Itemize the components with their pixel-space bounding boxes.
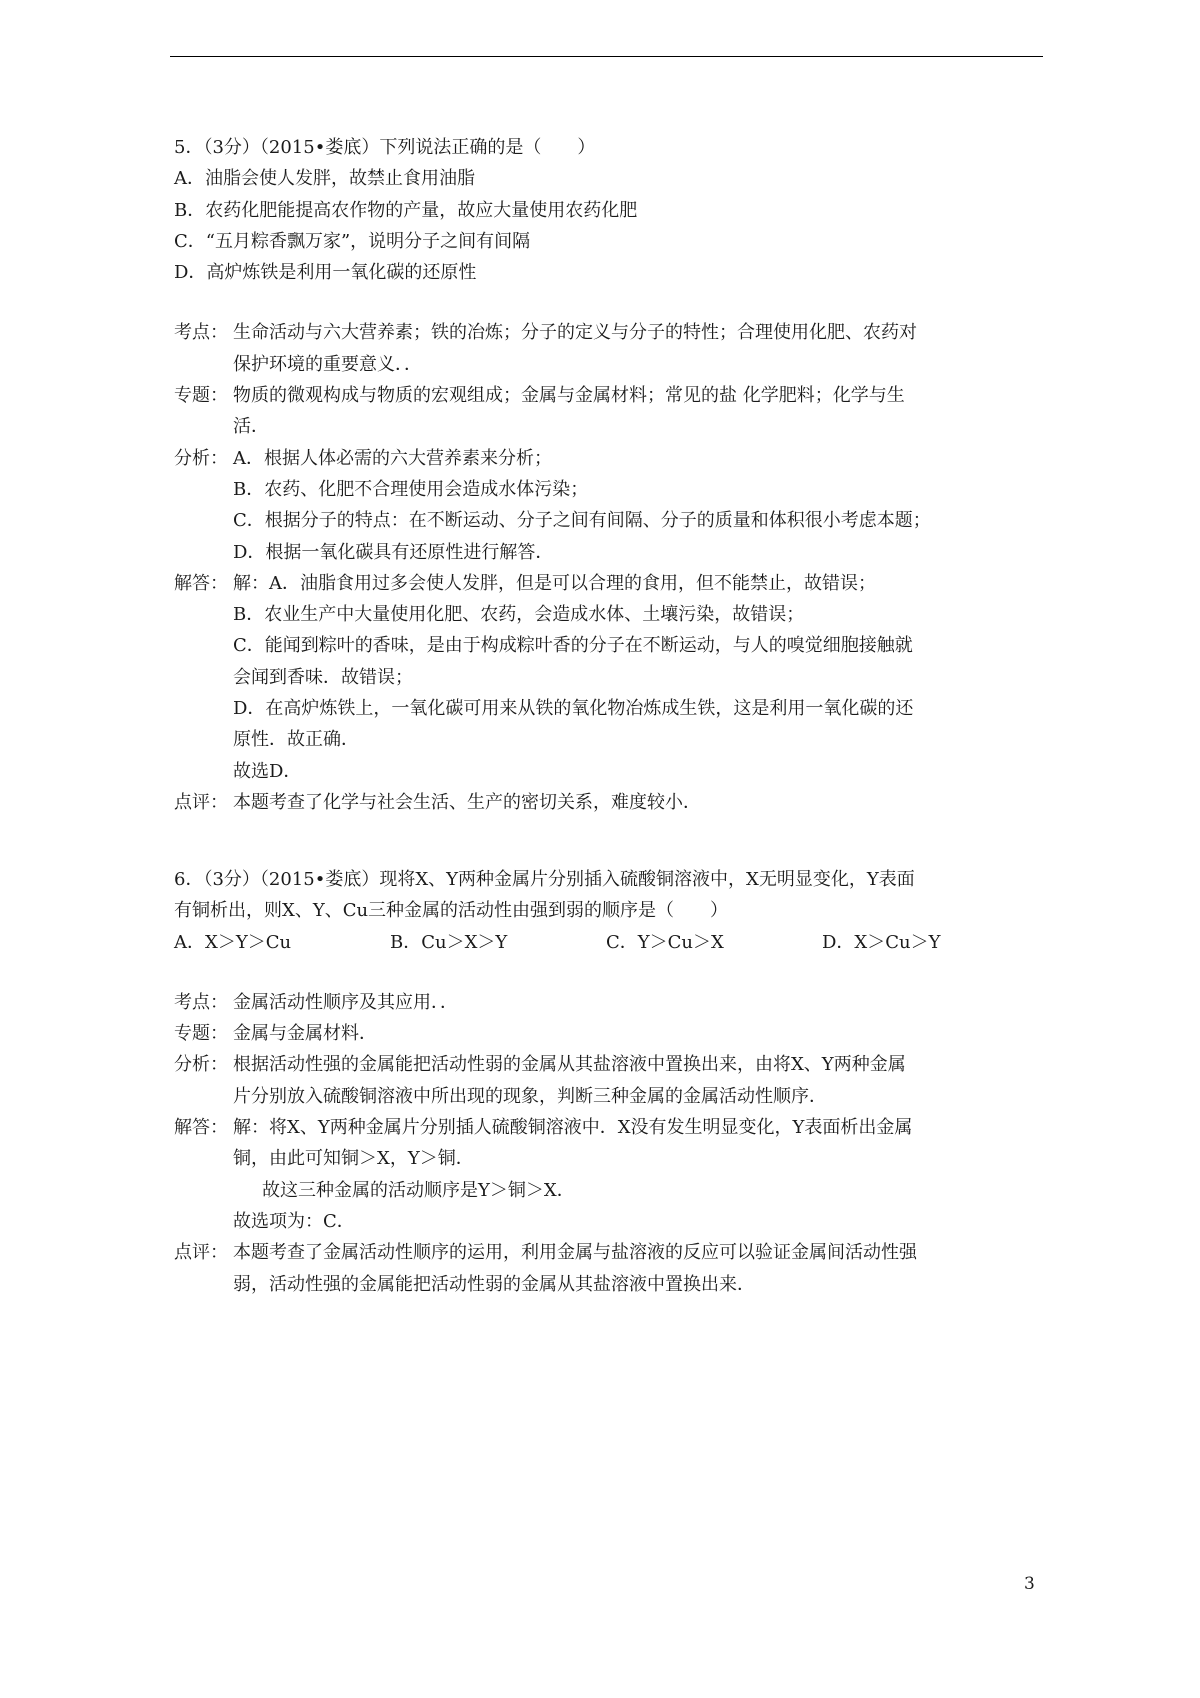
q5-jieda-line: 原性．故正确． <box>233 729 359 751</box>
header-rule <box>170 56 1043 57</box>
jieda-label: 解答： <box>174 572 228 594</box>
q6-dianping <box>174 1237 1044 1300</box>
zhuanti-label: 专题： <box>174 1023 228 1045</box>
q5-zhuanti <box>174 380 1044 443</box>
q6-kaodian-line: 金属活动性顺序及其应用．． <box>233 991 458 1013</box>
fenxi-label: 分析： <box>174 447 228 469</box>
q6-options <box>174 927 1044 958</box>
q5-kaodian-line: 保护环境的重要意义．． <box>233 353 422 375</box>
q5-option-b: B．农药化肥能提高农作物的产量，故应大量使用农药化肥 <box>174 199 638 221</box>
q6-jieda-line: 故这三种金属的活动顺序是Y＞铜＞X． <box>262 1179 575 1201</box>
q6-fenxi <box>174 1049 1044 1112</box>
fenxi-label: 分析： <box>174 1054 228 1076</box>
q5-kaodian <box>174 317 1044 380</box>
q5-kaodian-line: 生命活动与六大营养素；铁的冶炼；分子的定义与分子的特性；合理使用化肥、农药对 <box>233 322 917 344</box>
q5-fenxi-line: A．根据人体必需的六大营养素来分析； <box>233 447 552 469</box>
q5-jieda-line: 故选D． <box>233 760 302 782</box>
q5-zhuanti-line: 活． <box>233 416 269 438</box>
q6-zhuanti <box>174 1018 1044 1049</box>
zhuanti-label: 专题： <box>174 385 228 407</box>
q6-jieda <box>174 1112 1044 1237</box>
kaodian-label: 考点： <box>174 322 228 344</box>
q5-dianping <box>174 787 1044 818</box>
q5-fenxi-line: C．根据分子的特点：在不断运动、分子之间有间隔、分子的质量和体积很小考虑本题； <box>233 510 931 532</box>
question-6 <box>174 864 1044 1300</box>
dianping-label: 点评： <box>174 1242 228 1264</box>
q5-dianping-line: 本题考查了化学与社会生活、生产的密切关系，难度较小． <box>233 791 701 813</box>
kaodian-label: 考点： <box>174 991 228 1013</box>
q6-jieda-line: 解：将X、Y两种金属片分别插人硫酸铜溶液中．X没有发生明显变化，Y表面析出金属 <box>233 1117 913 1139</box>
q5-option-c: C．“五月粽香飘万家”，说明分子之间有间隔 <box>174 230 531 252</box>
q6-option-b: B．Cu＞X＞Y <box>390 931 508 953</box>
q6-kaodian <box>174 987 1044 1018</box>
q6-stem: 6．（3分）（2015•娄底）现将X、Y两种金属片分别插入硫酸铜溶液中，X无明显变化，Y表面 <box>174 869 915 890</box>
q6-zhuanti-line: 金属与金属材料． <box>233 1023 377 1045</box>
q5-jieda <box>174 568 1044 787</box>
q6-option-a: A．X＞Y＞Cu <box>174 931 292 953</box>
page-number: 3 <box>1024 1574 1035 1594</box>
q6-stem: 有铜析出，则X、Y、Cu三种金属的活动性由强到弱的顺序是（ ） <box>174 900 729 922</box>
q5-option-a: A．油脂会使人发胖，故禁止食用油脂 <box>174 168 475 190</box>
q6-jieda-line: 故选项为：C． <box>233 1210 355 1232</box>
dianping-label: 点评： <box>174 791 228 813</box>
q5-stem: 5．（3分）（2015•娄底）下列说法正确的是（ ） <box>174 137 596 158</box>
q6-dianping-line: 弱，活动性强的金属能把活动性弱的金属从其盐溶液中置换出来． <box>233 1273 755 1295</box>
q5-jieda-line: C．能闻到粽叶的香味，是由于构成粽叶香的分子在不断运动，与人的嗅觉细胞接触就 <box>233 635 913 657</box>
q6-option-d: D．X＞Cu＞Y <box>822 931 941 953</box>
q5-fenxi-line: D．根据一氧化碳具有还原性进行解答． <box>233 541 554 563</box>
q6-option-c: C．Y＞Cu＞X <box>606 931 724 953</box>
q5-jieda-line: 解：A．油脂食用过多会使人发胖，但是可以合理的食用，但不能禁止，故错误； <box>233 572 876 594</box>
question-5 <box>174 132 1044 818</box>
q5-jieda-line: B．农业生产中大量使用化肥、农药，会造成水体、土壤污染，故错误； <box>233 604 805 626</box>
q5-jieda-line: 会闻到香味．故错误； <box>233 666 413 688</box>
q6-fenxi-line: 根据活动性强的金属能把活动性弱的金属从其盐溶液中置换出来，由将X、Y两种金属 <box>233 1054 906 1076</box>
q6-fenxi-line: 片分别放入硫酸铜溶液中所出现的现象，判断三种金属的金属活动性顺序． <box>233 1085 827 1107</box>
q5-fenxi-line: B．农药、化肥不合理使用会造成水体污染； <box>233 478 589 500</box>
q5-jieda-line: D．在高炉炼铁上，一氧化碳可用来从铁的氧化物冶炼成生铁，这是利用一氧化碳的还 <box>233 698 914 720</box>
q6-dianping-line: 本题考查了金属活动性顺序的运用，利用金属与盐溶液的反应可以验证金属间活动性强 <box>233 1242 917 1264</box>
q5-zhuanti-line: 物质的微观构成与物质的宏观组成；金属与金属材料；常见的盐 化学肥料；化学与生 <box>233 385 905 407</box>
jieda-label: 解答： <box>174 1117 228 1139</box>
q6-jieda-line: 铜，由此可知铜＞X，Y＞铜． <box>233 1148 474 1170</box>
q5-fenxi <box>174 443 1044 568</box>
q5-option-d: D．高炉炼铁是利用一氧化碳的还原性 <box>174 262 477 284</box>
